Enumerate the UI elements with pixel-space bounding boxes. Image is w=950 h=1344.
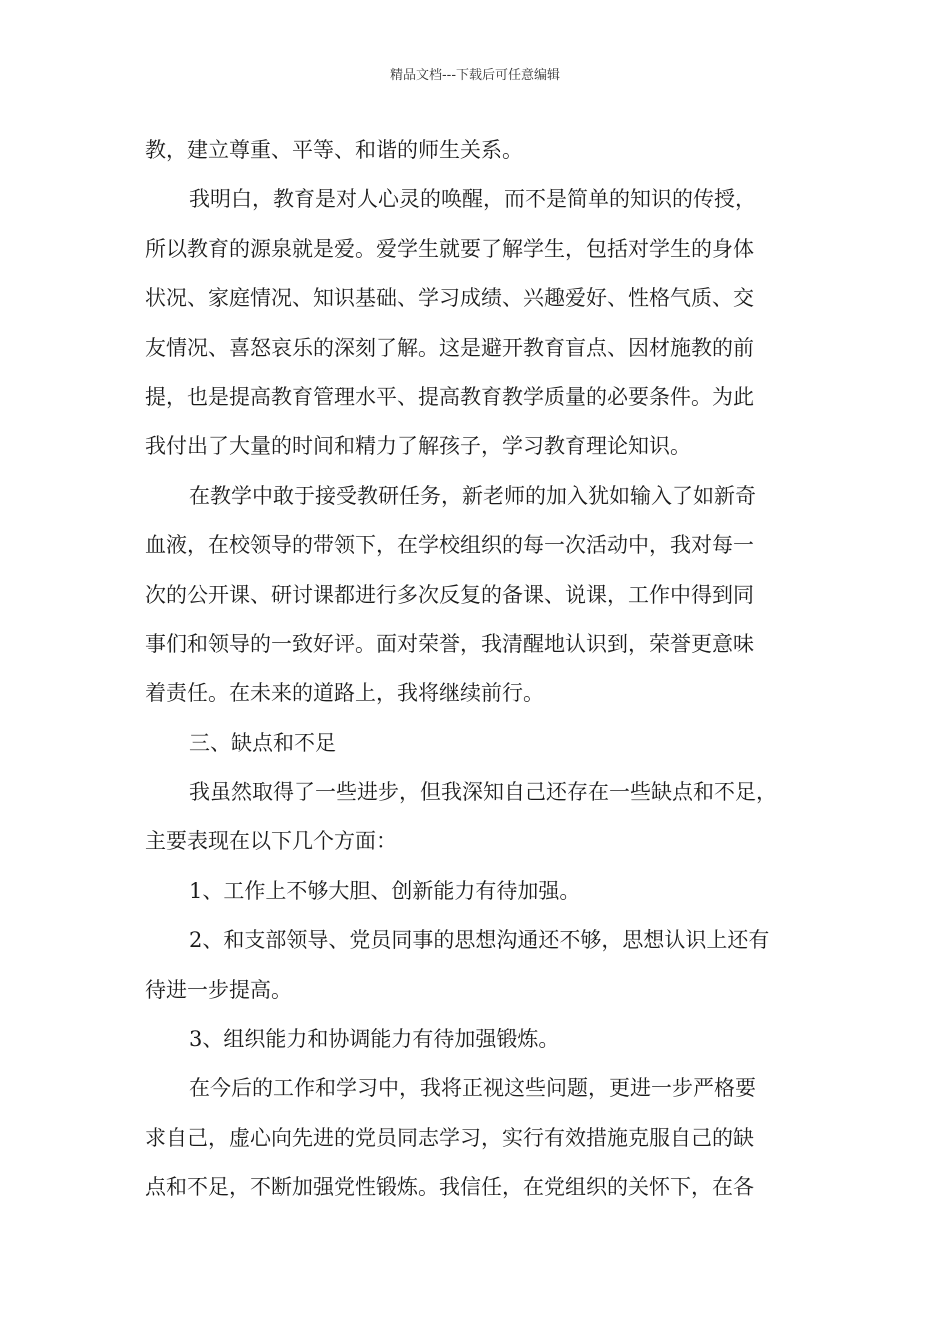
text-line: 待进一步提高。 bbox=[145, 977, 292, 1002]
text-line: 友情况、喜怒哀乐的深刻了解。这是避开教育盲点、因材施教的前 bbox=[145, 335, 754, 360]
text-line: 我明白，教育是对人心灵的唤醒，而不是简单的知识的传授， bbox=[189, 187, 756, 212]
text-line: 提，也是提高教育管理水平、提高教育教学质量的必要条件。为此 bbox=[145, 384, 754, 409]
text-line: 教，建立尊重、平等、和谐的师生关系。 bbox=[145, 138, 523, 162]
text-line: 我虽然取得了一些进步，但我深知自己还存在一些缺点和不足， bbox=[189, 780, 777, 805]
text-line: 1、工作上不够大胆、创新能力有待加强。 bbox=[189, 878, 581, 903]
page-header: 精品文档---下载后可任意编辑 bbox=[389, 68, 561, 83]
text-line: 所以教育的源泉就是爱。爱学生就要了解学生，包括对学生的身体 bbox=[145, 236, 754, 261]
text-line: 在教学中敢于接受教研任务，新老师的加入犹如输入了如新奇 bbox=[189, 483, 756, 508]
text-line: 三、缺点和不足 bbox=[189, 730, 336, 755]
document-body bbox=[145, 126, 815, 1213]
text-line: 次的公开课、研讨课都进行多次反复的备课、说课，工作中得到同 bbox=[145, 582, 754, 607]
text-line: 在今后的工作和学习中，我将正视这些问题，更进一步严格要 bbox=[189, 1076, 756, 1101]
text-line: 事们和领导的一致好评。面对荣誉，我清醒地认识到，荣誉更意味 bbox=[145, 631, 754, 656]
text-line: 血液，在校领导的带领下，在学校组织的每一次活动中，我对每一 bbox=[145, 533, 754, 558]
text-line: 我付出了大量的时间和精力了解孩子，学习教育理论知识。 bbox=[145, 434, 691, 459]
text-line: 点和不足，不断加强党性锻炼。我信任，在党组织的关怀下，在各 bbox=[145, 1175, 754, 1200]
text-line: 3、组织能力和协调能力有待加强锻炼。 bbox=[189, 1027, 560, 1052]
text-line: 求自己，虚心向先进的党员同志学习，实行有效措施克服自己的缺 bbox=[145, 1125, 754, 1150]
text-line: 着责任。在未来的道路上，我将继续前行。 bbox=[145, 681, 544, 706]
text-line: 2、和支部领导、党员同事的思想沟通还不够，思想认识上还有 bbox=[189, 928, 770, 953]
text-line: 主要表现在以下几个方面： bbox=[145, 829, 397, 854]
text-line: 状况、家庭情况、知识基础、学习成绩、兴趣爱好、性格气质、交 bbox=[145, 286, 754, 311]
